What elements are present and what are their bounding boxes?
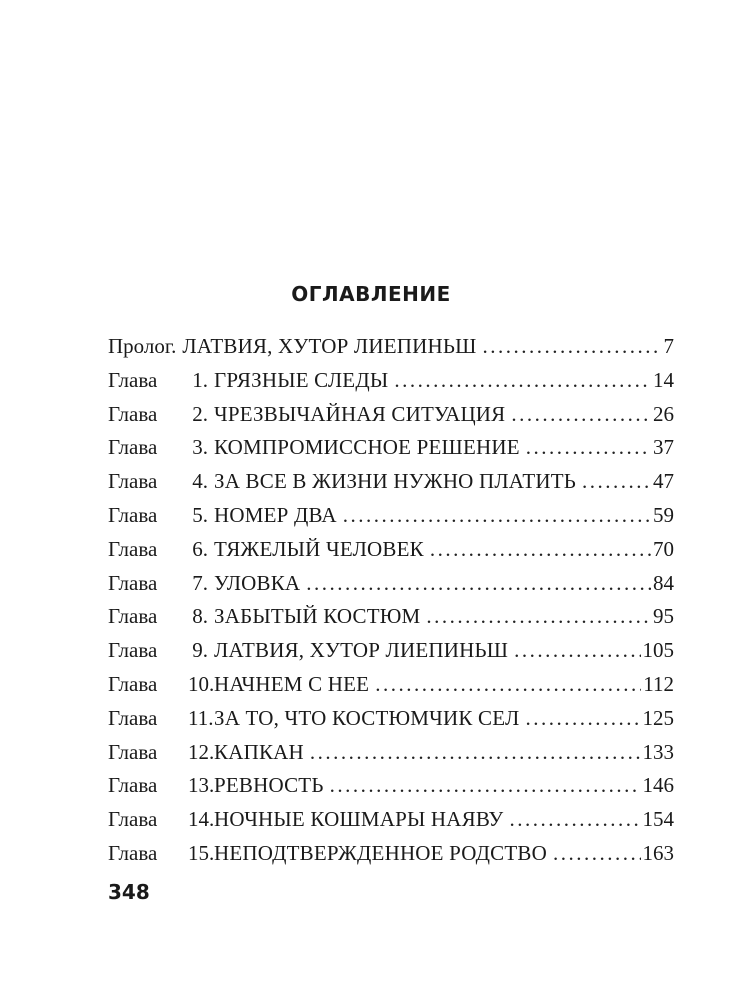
toc-entry-chapter-10[interactable]	[108, 672, 674, 706]
page-title: ОГЛАВЛЕНИЕ	[291, 282, 451, 306]
toc-entry-chapter-13[interactable]	[108, 773, 674, 807]
chapter-label: Глава	[108, 604, 158, 629]
chapter-number: 12.	[188, 739, 215, 764]
dot-leader	[509, 807, 640, 832]
chapter-number: 4.	[192, 469, 208, 494]
chapter-number: 11.	[188, 705, 214, 730]
toc-entry-title: ТЯЖЕЛЫЙ ЧЕЛОВЕК	[214, 536, 424, 561]
chapter-number: 10.	[188, 671, 215, 696]
chapter-number: 7.	[192, 570, 208, 595]
toc-entry-title: ЗА ТО, ЧТО КОСТЮМЧИК СЕЛ	[214, 705, 520, 730]
toc-entry-page: 112	[643, 671, 674, 696]
toc-entry-page: 70	[653, 536, 674, 561]
toc-entry-page: 84	[653, 570, 674, 595]
chapter-label: Глава	[108, 773, 158, 798]
chapter-label: Глава	[108, 536, 158, 561]
toc-entry-title: РЕВНОСТЬ	[214, 773, 324, 798]
dot-leader	[525, 706, 640, 731]
dot-leader	[483, 334, 662, 359]
toc-entry-title: НЕПОДТВЕРЖДЕННОЕ РОДСТВО	[214, 840, 547, 865]
chapter-label: Глава	[108, 807, 158, 832]
toc-entry-chapter-6[interactable]	[108, 537, 674, 571]
chapter-number: 13.	[188, 773, 215, 798]
toc-entry-page: 133	[642, 739, 674, 764]
toc-entry-chapter-4[interactable]	[108, 469, 674, 503]
chapter-number: 5.	[192, 502, 208, 527]
toc-entry-chapter-3[interactable]	[108, 435, 674, 469]
toc-entry-page: 163	[642, 840, 674, 865]
toc-entry-chapter-9[interactable]	[108, 638, 674, 672]
chapter-number: 14.	[188, 807, 215, 832]
chapter-number: 15.	[188, 840, 215, 865]
toc-entry-title: ЗА ВСЕ В ЖИЗНИ НУЖНО ПЛАТИТЬ	[214, 469, 577, 494]
chapter-number: 1.	[192, 367, 208, 392]
chapter-label: Глава	[108, 840, 158, 865]
toc-entry-title: КАПКАН	[214, 739, 304, 764]
dot-leader	[394, 368, 651, 393]
chapter-label: Глава	[108, 401, 158, 426]
dot-leader	[430, 537, 651, 562]
dot-leader	[310, 740, 641, 765]
toc-entry-title: НОЧНЫЕ КОШМАРЫ НАЯВУ	[214, 807, 504, 832]
toc-entry-prologue[interactable]	[108, 334, 674, 368]
dot-leader	[306, 571, 651, 596]
chapter-label: Глава	[108, 671, 158, 696]
chapter-label: Глава	[108, 739, 158, 764]
dot-leader	[514, 638, 640, 663]
toc-entry-chapter-15[interactable]	[108, 841, 674, 875]
prologue-label: Пролог.	[108, 334, 177, 358]
chapter-number: 6.	[192, 536, 208, 561]
chapter-label: Глава	[108, 502, 158, 527]
toc-entry-page: 146	[642, 773, 674, 798]
chapter-label: Глава	[108, 367, 158, 392]
toc-entry-title: ЗАБЫТЫЙ КОСТЮМ	[214, 604, 421, 629]
chapter-number: 8.	[192, 604, 208, 629]
toc-entry-page: 105	[642, 638, 674, 663]
chapter-label: Глава	[108, 435, 158, 460]
toc-entry-chapter-14[interactable]	[108, 807, 674, 841]
dot-leader	[330, 773, 641, 798]
toc-entry-page: 26	[653, 401, 674, 426]
toc-entry-chapter-5[interactable]	[108, 503, 674, 537]
dot-leader	[553, 841, 641, 866]
page-number: 348	[108, 880, 150, 904]
chapter-number: 3.	[192, 435, 208, 460]
toc-entry-title: НАЧНЕМ С НЕЕ	[214, 671, 370, 696]
chapter-label: Глава	[108, 570, 158, 595]
toc-entry-page: 7	[663, 334, 674, 358]
dot-leader	[343, 503, 651, 528]
toc-entry-page: 59	[653, 502, 674, 527]
chapter-label: Глава	[108, 469, 158, 494]
toc-entry-page: 95	[653, 604, 674, 629]
dot-leader	[375, 672, 641, 697]
dot-leader	[526, 435, 651, 460]
toc-entry-title: КОМПРОМИССНОЕ РЕШЕНИЕ	[214, 435, 520, 460]
toc-entry-chapter-11[interactable]	[108, 706, 674, 740]
toc-entry-title: ЛАТВИЯ, ХУТОР ЛИЕПИНЬШ	[182, 334, 477, 358]
toc-list	[108, 334, 674, 875]
chapter-number: 9.	[192, 638, 208, 663]
dot-leader	[426, 604, 651, 629]
toc-entry-title: ЛАТВИЯ, ХУТОР ЛИЕПИНЬШ	[214, 638, 509, 663]
toc-entry-title: ГРЯЗНЫЕ СЛЕДЫ	[214, 367, 389, 392]
toc-entry-page: 37	[653, 435, 674, 460]
chapter-label: Глава	[108, 705, 158, 730]
chapter-number: 2.	[192, 401, 208, 426]
toc-entry-page: 125	[642, 705, 674, 730]
toc-entry-page: 154	[642, 807, 674, 832]
toc-entry-chapter-2[interactable]	[108, 402, 674, 436]
toc-entry-page: 47	[653, 469, 674, 494]
toc-entry-title: ЧРЕЗВЫЧАЙНАЯ СИТУАЦИЯ	[214, 401, 506, 426]
dot-leader	[582, 469, 651, 494]
toc-entry-title: УЛОВКА	[214, 570, 301, 595]
toc-entry-chapter-8[interactable]	[108, 604, 674, 638]
toc-entry-title: НОМЕР ДВА	[214, 502, 337, 527]
chapter-label: Глава	[108, 638, 158, 663]
toc-entry-chapter-12[interactable]	[108, 740, 674, 774]
toc-entry-page: 14	[653, 367, 674, 392]
toc-entry-chapter-7[interactable]	[108, 571, 674, 605]
toc-entry-chapter-1[interactable]	[108, 368, 674, 402]
dot-leader	[511, 402, 651, 427]
